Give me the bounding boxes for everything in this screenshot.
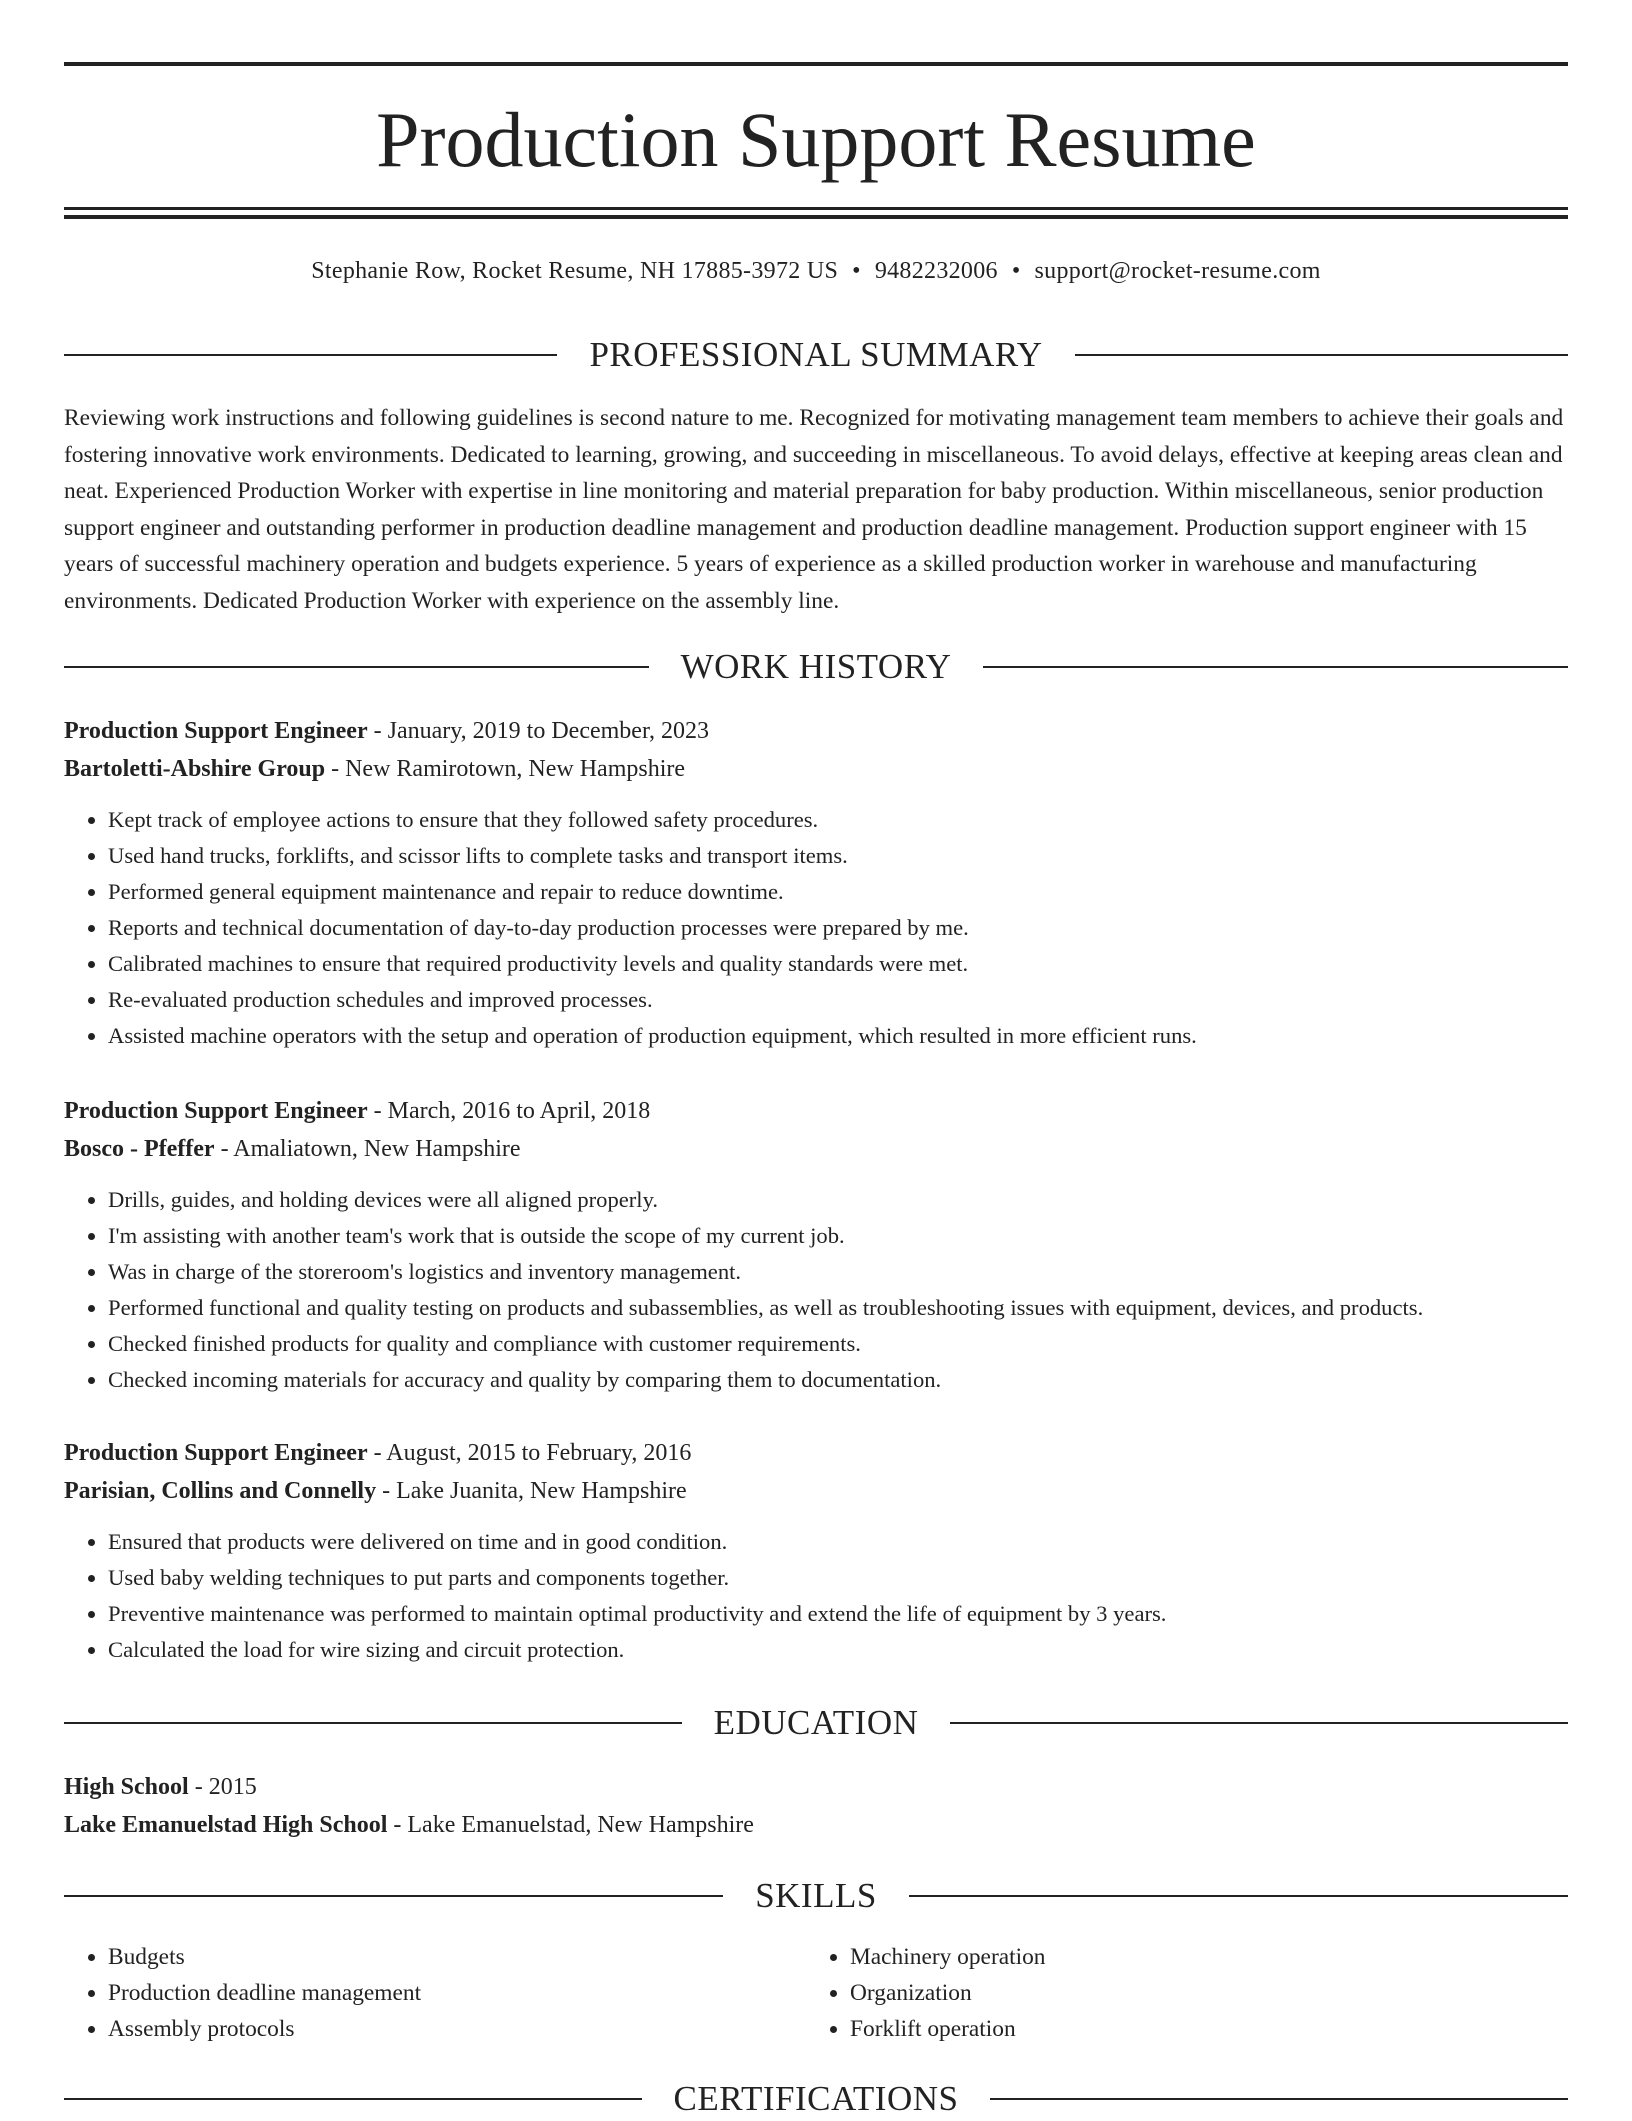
contact-address: Stephanie Row, Rocket Resume, NH 17885-3972 US	[311, 258, 839, 284]
section-heading-work-history	[64, 645, 1568, 689]
job-entry	[64, 1092, 1568, 1398]
job-bullet: • Performed functional and quality testing on products and subassemblies, as well as troubleshooting issues with equipment, devices, and products.	[108, 1290, 1568, 1326]
job-bullet: • Drills, guides, and holding devices were all aligned properly.	[108, 1182, 1568, 1218]
job-location: - Amaliatown, New Hampshire	[220, 1136, 521, 1162]
job-bullet: • Performed general equipment maintenance and repair to reduce downtime.	[108, 874, 1568, 910]
education-degree-line	[64, 1768, 1568, 1806]
section-title: EDUCATION	[713, 1703, 919, 1742]
job-bullet: • Checked incoming materials for accuracy and quality by comparing them to documentation.	[108, 1362, 1568, 1398]
job-company-line	[64, 750, 1568, 788]
job-dates: - January, 2019 to December, 2023	[373, 718, 709, 744]
job-bullet: • Kept track of employee actions to ensure that they followed safety procedures.	[108, 802, 1568, 838]
job-company: Bartoletti-Abshire Group	[64, 756, 326, 782]
job-bullet: • Ensured that products were delivered on time and in good condition.	[108, 1524, 1568, 1560]
skill-item: • Organization	[850, 1975, 1548, 2011]
section-title: CERTIFICATIONS	[673, 2079, 959, 2118]
skill-item: • Machinery operation	[850, 1939, 1548, 1975]
job-bullet: • Calibrated machines to ensure that required productivity levels and quality standards were met.	[108, 946, 1568, 982]
job-title-line	[64, 1434, 1568, 1472]
education-location: - Lake Emanuelstad, New Hampshire	[393, 1812, 754, 1838]
page-title: Production Support Resume	[376, 96, 1256, 183]
job-title: Production Support Engineer	[64, 1098, 368, 1124]
skill-item: • Assembly protocols	[108, 2011, 806, 2047]
job-title: Production Support Engineer	[64, 718, 368, 744]
contact-email: support@rocket-resume.com	[1034, 258, 1321, 284]
contact-separator: •	[1011, 258, 1021, 284]
job-bullet: • Checked finished products for quality and compliance with customer requirements.	[108, 1326, 1568, 1362]
education-school: Lake Emanuelstad High School	[64, 1812, 388, 1838]
job-bullet: • Preventive maintenance was performed to maintain optimal productivity and extend the life of equipment by 3 years.	[108, 1596, 1568, 1632]
skill-item: • Budgets	[108, 1939, 806, 1975]
contact-phone: 9482232006	[874, 258, 998, 284]
job-bullet: • I'm assisting with another team's work that is outside the scope of my current job.	[108, 1218, 1568, 1254]
heading-rule	[950, 1722, 1568, 1724]
education-school-line	[64, 1806, 1568, 1844]
job-company: Bosco - Pfeffer	[64, 1136, 215, 1162]
job-bullet: • Used hand trucks, forklifts, and scissor lifts to complete tasks and transport items.	[108, 838, 1568, 874]
job-bullet: • Used baby welding techniques to put parts and components together.	[108, 1560, 1568, 1596]
section-title: WORK HISTORY	[680, 647, 952, 686]
job-dates: - March, 2016 to April, 2018	[373, 1098, 651, 1124]
heading-rule	[64, 666, 649, 668]
heading-rule	[64, 1722, 682, 1724]
header-top-rule	[64, 62, 1568, 66]
job-company-line	[64, 1130, 1568, 1168]
job-bullet: • Re-evaluated production schedules and improved processes.	[108, 982, 1568, 1018]
skills-column-left	[64, 1939, 806, 2047]
section-title: PROFESSIONAL SUMMARY	[589, 335, 1043, 374]
job-bullet: • Was in charge of the storeroom's logistics and inventory management.	[108, 1254, 1568, 1290]
job-entry	[64, 712, 1568, 1054]
job-bullet: • Calculated the load for wire sizing and circuit protection.	[108, 1632, 1568, 1668]
section-heading-education	[64, 1701, 1568, 1745]
skills-column-right	[806, 1939, 1548, 2047]
heading-rule	[64, 1895, 723, 1897]
header-bottom-rule-2	[64, 215, 1568, 219]
skill-item: • Forklift operation	[850, 2011, 1548, 2047]
job-title-line	[64, 1092, 1568, 1130]
summary-paragraph: Reviewing work instructions and following guidelines is second nature to me. Recognized for motivating management team members to achieve their goals and fostering innovative work environments. Dedicated to learning, growing, and succeeding in miscellaneous. To avoid delays, effective at keeping areas clean and neat. Experienced Production Worker with expertise in line monitoring and material preparation for baby production. Within miscellaneous, senior production support engineer and outstanding performer in production deadline management and production deadline management. Production support engineer with 15 years of successful machinery operation and budgets experience. 5 years of experience as a skilled production worker in warehouse and manufacturing environments. Dedicated Production Worker with experience on the assembly line.	[64, 405, 1564, 614]
job-bullets	[64, 802, 1568, 1054]
section-heading-summary	[64, 333, 1568, 377]
job-location: - Lake Juanita, New Hampshire	[382, 1478, 687, 1504]
job-bullets	[64, 1182, 1568, 1398]
job-bullet: • Reports and technical documentation of day-to-day production processes were prepared by me.	[108, 910, 1568, 946]
job-title-line	[64, 712, 1568, 750]
heading-rule	[990, 2098, 1568, 2100]
section-title: SKILLS	[755, 1876, 877, 1915]
education-entry	[64, 1768, 1568, 1844]
job-company-line	[64, 1472, 1568, 1510]
heading-rule	[64, 2098, 642, 2100]
section-heading-certifications	[64, 2077, 1568, 2121]
skill-item: • Production deadline management	[108, 1975, 806, 2011]
job-bullet: • Assisted machine operators with the setup and operation of production equipment, which resulted in more efficient runs.	[108, 1018, 1568, 1054]
heading-rule	[64, 354, 557, 356]
job-company: Parisian, Collins and Connelly	[64, 1478, 377, 1504]
job-bullets	[64, 1524, 1568, 1668]
job-entry	[64, 1434, 1568, 1668]
heading-rule	[1075, 354, 1568, 356]
education-degree: High School	[64, 1774, 189, 1800]
skills-list	[64, 1939, 1568, 2047]
heading-rule	[909, 1895, 1568, 1897]
header-bottom-rule	[64, 207, 1568, 210]
job-location: - New Ramirotown, New Hampshire	[331, 756, 686, 782]
heading-rule	[983, 666, 1568, 668]
education-year: - 2015	[194, 1774, 257, 1800]
section-heading-skills	[64, 1874, 1568, 1918]
job-dates: - August, 2015 to February, 2016	[373, 1440, 692, 1466]
contact-separator: •	[852, 258, 861, 284]
job-title: Production Support Engineer	[64, 1440, 368, 1466]
contact-line	[64, 256, 1568, 286]
